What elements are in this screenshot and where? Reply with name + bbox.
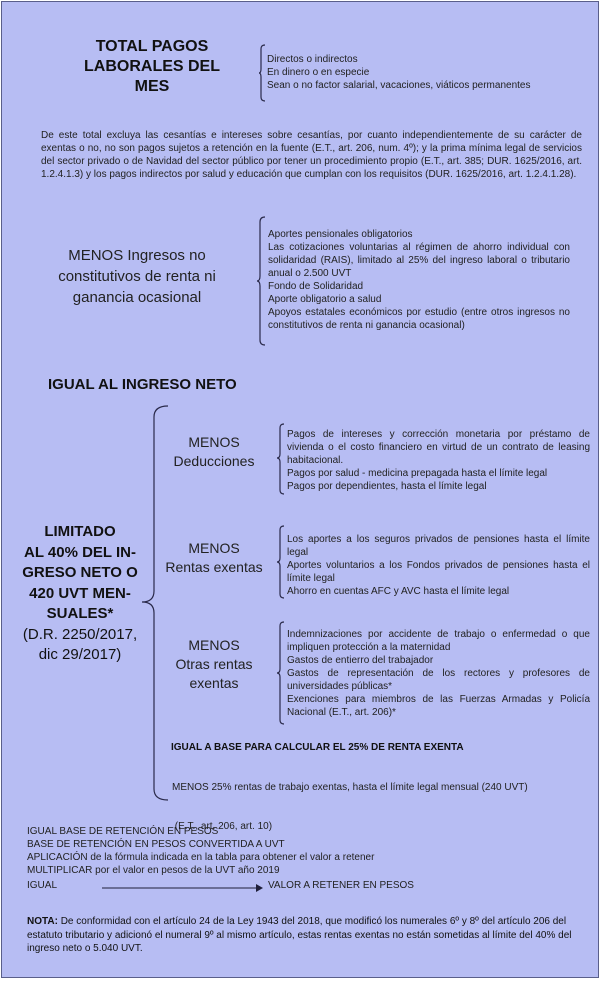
steps-list xyxy=(27,825,374,877)
exclusion-paragraph: De este total excluya las cesantías e intereses sobre cesantías, por cuanto independientemente de su carácter de exentas o no, no son pagos sujetos a retención en la fuente (E.T., art. 206, num. 4º); y la prima mínima legal de servicios del sector privado o de Navidad del sector público por tener un procedimiento propio (E.T., art. 385; DUR. 1625/2016, art. 1.2.4.1.3) y los pagos indirectos por salud y educación que cumplan con los requisitos (DUR. 1625/2016, art. 1.2.4.1.28). xyxy=(41,130,582,180)
note-label: NOTA: xyxy=(27,916,58,927)
note-text: De conformidad con el artículo 24 de la Ley 1943 del 2018, que modificó los numerales 6º y 8º del artículo 206 del estatuto tributario y adicionó el numeral 9º al mismo artículo, estas rentas exentas no están sometidas al límite del 40% del ingreso neto o 5.040 UVT. xyxy=(27,916,572,954)
base-calculo-title: IGUAL A BASE PARA CALCULAR EL 25% DE RENTA EXENTA xyxy=(171,742,464,753)
base-calculo-text: MENOS 25% rentas de trabajo exentas, hasta el límite legal mensual (240 UVT) (E.T., art. 206, art. 10) xyxy=(172,782,528,832)
deduccion-item: Pagos de intereses y corrección monetaria por préstamo de vivienda o el costo financiero en virtud de un contrato de leasing habitacional. xyxy=(287,429,590,466)
menos-ingresos-items xyxy=(268,228,570,332)
ingresos-item: Fondo de Solidaridad xyxy=(268,281,364,292)
menos-ingresos-brace xyxy=(256,216,266,346)
diagram-panel xyxy=(1,1,599,978)
otra-renta-item: Exenciones para miembros de las Fuerzas Armadas y Policía Nacional (E.T., art. 206)* xyxy=(287,694,590,718)
total-brace xyxy=(258,44,266,102)
final-igual: IGUAL xyxy=(27,880,58,891)
otra-renta-item: Indemnizaciones por accidente de trabajo o enfermedad o que impliquen protección a la maternidad xyxy=(287,629,590,653)
limitado-label: LIMITADO AL 40% DEL IN- GRESO NETO O 420 UVT MEN- SUALES* (D.R. 2250/2017, dic 29/2017) xyxy=(22,523,138,663)
deduccion-item: Pagos por dependientes, hasta el límite legal xyxy=(287,481,487,492)
ingresos-item: Aportes pensionales obligatorios xyxy=(268,229,413,240)
ingresos-item: Aporte obligatorio a salud xyxy=(268,294,382,305)
note-paragraph xyxy=(27,915,575,956)
rentas-exentas-label: MENOS Rentas exentas xyxy=(165,540,263,575)
deducciones-brace xyxy=(276,423,285,495)
otras-rentas-label: MENOS Otras rentas exentas xyxy=(175,637,253,691)
deducciones-items xyxy=(287,428,590,493)
ingresos-item: Las cotizaciones voluntarias al régimen de ahorro individual con solidaridad (RAIS), limitado al 25% del ingreso laboral o tributario anual o 2.500 UVT xyxy=(268,242,570,279)
total-item: En dinero o en especie xyxy=(267,67,370,78)
step-line: IGUAL BASE DE RETENCIÓN EN PESOS xyxy=(27,826,219,837)
otras-rentas-brace xyxy=(276,621,285,725)
otras-rentas-items xyxy=(287,628,590,719)
otra-renta-item: Gastos de entierro del trabajador xyxy=(287,655,434,666)
total-item: Directos o indirectos xyxy=(267,54,358,65)
renta-exenta-item: Aportes voluntarios a los Fondos privados de pensiones hasta el límite legal xyxy=(287,560,590,584)
renta-exenta-item: Los aportes a los seguros privados de pensiones hasta el límite legal xyxy=(287,534,590,558)
menos-ingresos-label: MENOS Ingresos no constitutivos de renta ni ganancia ocasional xyxy=(58,247,216,306)
rentas-exentas-brace xyxy=(276,525,285,599)
total-items xyxy=(267,53,530,92)
ingresos-item: Apoyos estatales económicos por estudio (entre otros ingresos no constitutivos de renta ni ganancia ocasional) xyxy=(268,307,570,331)
step-line: APLICACIÓN de la fórmula indicada en la tabla para obtener el valor a retener xyxy=(27,852,375,863)
total-item: Sean o no factor salarial, vacaciones, viáticos permanentes xyxy=(267,80,531,91)
total-title: TOTAL PAGOS LABORALES DEL MES xyxy=(84,38,220,95)
deducciones-label: MENOS Deducciones xyxy=(173,434,255,469)
rentas-exentas-items xyxy=(287,533,590,598)
deduccion-item: Pagos por salud - medicina prepagada hasta el límite legal xyxy=(287,468,548,479)
arrow-right-icon xyxy=(102,880,264,898)
step-line: MULTIPLICAR por el valor en pesos de la UVT año 2019 xyxy=(27,865,280,876)
step-line: BASE DE RETENCIÓN EN PESOS CONVERTIDA A UVT xyxy=(27,839,285,850)
igual-ingreso-neto: IGUAL AL INGRESO NETO xyxy=(48,376,237,393)
renta-exenta-item: Ahorro en cuentas AFC y AVC hasta el límite legal xyxy=(287,586,510,597)
final-valor: VALOR A RETENER EN PESOS xyxy=(268,880,414,891)
otra-renta-item: Gastos de representación de los rectores y profesores de universidades públicas* xyxy=(287,668,590,692)
